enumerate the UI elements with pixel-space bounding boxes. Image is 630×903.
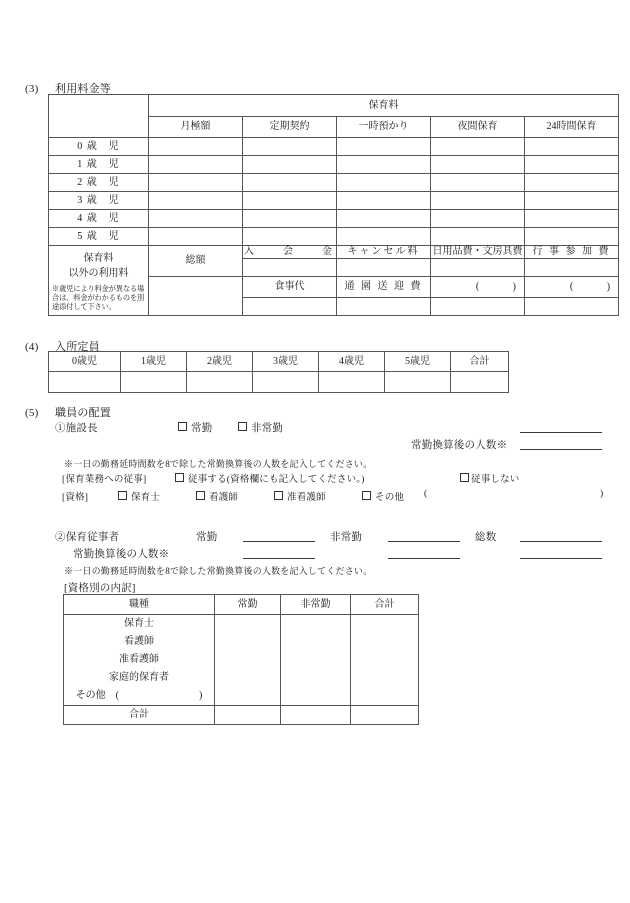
checkbox-icon[interactable] (238, 422, 247, 431)
fee-input-4-temporary[interactable] (337, 210, 431, 228)
director-qual-option-1: 看護師 (209, 493, 239, 503)
director-qual-label: [資格] (62, 493, 89, 503)
breakdown-footer-row (64, 706, 419, 725)
other-fee-input-cancel[interactable] (337, 258, 431, 276)
fee-table (48, 94, 619, 316)
age-row-label-2: 2 歳 児 (49, 174, 149, 192)
fee-table-header-row-1 (49, 95, 619, 117)
director-qual-hoikushi-checkbox[interactable] (118, 489, 160, 503)
fee-input-4-monthly[interactable] (149, 210, 243, 228)
director-parttime-checkbox[interactable] (238, 420, 283, 435)
director-fulltime-label: 常勤 (191, 423, 213, 434)
staff-parttime-input[interactable] (388, 541, 460, 542)
checkbox-icon[interactable] (460, 473, 469, 482)
fee-col-monthly: 月極額 (149, 117, 243, 138)
fee-input-3-regular[interactable] (243, 192, 337, 210)
checkbox-icon[interactable] (196, 491, 205, 500)
breakdown-footer-parttime[interactable] (281, 706, 351, 725)
paren-open-2: ( (569, 280, 574, 292)
fee-input-1-24h[interactable] (525, 156, 619, 174)
other-fee-col-meals: 食事代 (243, 276, 337, 297)
fee-col-night-care: 夜間保育 (431, 117, 525, 138)
fee-input-0-monthly[interactable] (149, 138, 243, 156)
other-fee-input-entrance[interactable] (243, 258, 337, 276)
staff-fte-parttime-input[interactable] (388, 558, 460, 559)
table-row (64, 615, 419, 634)
fee-input-1-night[interactable] (431, 156, 525, 174)
capacity-header-row (49, 352, 509, 372)
breakdown-footer-fulltime[interactable] (215, 706, 281, 725)
section-3-number: (3) (25, 83, 39, 95)
staff-label: ②保育従事者 (55, 532, 120, 543)
fee-input-0-temporary[interactable] (337, 138, 431, 156)
other-fee-input-meals[interactable] (243, 297, 337, 315)
checkbox-icon[interactable] (274, 491, 283, 500)
other-fee-input-blank-1[interactable] (431, 297, 525, 315)
capacity-col-age0: 0歳児 (49, 352, 121, 372)
other-fee-input-supplies[interactable] (431, 258, 525, 276)
capacity-value-row (49, 372, 509, 393)
other-fee-col-blank-1[interactable] (431, 276, 525, 297)
paren-open-1: ( (475, 280, 480, 292)
capacity-input-age5[interactable] (385, 372, 451, 393)
staff-breakdown-label: [資格別の内訳] (64, 583, 136, 594)
table-row (49, 210, 619, 228)
checkbox-icon[interactable] (175, 473, 184, 482)
other-fee-col-supplies: 日用品費・文房具費 (432, 246, 523, 257)
other-fee-col-transport: 通 園 送 迎 費 (337, 276, 431, 297)
capacity-col-age2: 2歳児 (187, 352, 253, 372)
fee-input-4-24h[interactable] (525, 210, 619, 228)
fee-input-5-24h[interactable] (525, 228, 619, 246)
other-fee-input-transport[interactable] (337, 297, 431, 315)
other-fee-total-input[interactable] (149, 276, 243, 315)
fee-input-0-regular[interactable] (243, 138, 337, 156)
breakdown-header-row (64, 595, 419, 615)
staff-fte-total-input[interactable] (520, 558, 602, 559)
checkbox-icon[interactable] (178, 422, 187, 431)
fee-table-corner-cell (49, 95, 149, 138)
capacity-input-age0[interactable] (49, 372, 121, 393)
fee-input-3-temporary[interactable] (337, 192, 431, 210)
director-qual-option-2: 准看護師 (287, 493, 326, 503)
table-row (49, 156, 619, 174)
director-fte-label: 常勤換算後の人数※ (411, 440, 508, 451)
breakdown-footer-label: 合計 (64, 706, 215, 725)
fee-input-0-24h[interactable] (525, 138, 619, 156)
fee-input-2-24h[interactable] (525, 174, 619, 192)
other-fee-input-blank-2[interactable] (525, 297, 619, 315)
director-duty-yes-label: 従事する(資格欄にも記入してください。) (188, 475, 365, 485)
fee-table-top-header: 保育料 (149, 95, 619, 117)
breakdown-col-jobtype: 職種 (64, 595, 215, 615)
section-5-title: 職員の配置 (55, 407, 111, 419)
fee-input-5-monthly[interactable] (149, 228, 243, 246)
capacity-col-age4: 4歳児 (319, 352, 385, 372)
staff-total-label: 総数 (475, 532, 497, 543)
breakdown-row-name-4[interactable]: その他 ( ) (64, 687, 215, 706)
director-qual-junkangoshi-checkbox[interactable] (274, 489, 326, 503)
breakdown-row-name-1: 看護師 (64, 633, 215, 651)
capacity-input-age3[interactable] (253, 372, 319, 393)
director-count-input[interactable] (520, 432, 602, 433)
fee-input-5-night[interactable] (431, 228, 525, 246)
section-5-number: (5) (25, 407, 39, 419)
other-fee-total-label: 総額 (149, 246, 243, 277)
fee-input-1-temporary[interactable] (337, 156, 431, 174)
other-fee-col-entrance: 入 会 金 (244, 246, 335, 257)
section-4-title: 入所定員 (55, 341, 100, 353)
paren-close-1: ) (512, 280, 516, 292)
breakdown-input-parttime[interactable] (281, 615, 351, 706)
director-fulltime-checkbox[interactable] (178, 420, 212, 435)
table-row (49, 138, 619, 156)
fee-col-regular-contract: 定期契約 (243, 117, 337, 138)
fee-input-0-night[interactable] (431, 138, 525, 156)
other-fee-col-cancel: キャンセル料 (337, 246, 431, 259)
table-row (49, 228, 619, 246)
staff-fte-label: 常勤換算後の人数※ (73, 549, 170, 560)
fee-col-24h-care: 24時間保育 (525, 117, 619, 138)
table-row (49, 174, 619, 192)
breakdown-row-name-3: 家庭的保育者 (64, 669, 215, 687)
other-fee-label-line2: 以外の利用料 (68, 267, 129, 279)
fee-input-2-night[interactable] (431, 174, 525, 192)
fee-input-4-regular[interactable] (243, 210, 337, 228)
age-row-label-1: 1 歳 児 (49, 156, 149, 174)
checkbox-icon[interactable] (118, 491, 127, 500)
director-duty-no-checkbox[interactable] (460, 471, 520, 485)
fee-input-2-regular[interactable] (243, 174, 337, 192)
table-row (49, 192, 619, 210)
age-row-label-0: 0 歳 児 (49, 138, 149, 156)
other-fee-col-events: 行 事 参 加 費 (525, 246, 619, 259)
capacity-col-age5: 5歳児 (385, 352, 451, 372)
director-qual-other-checkbox[interactable] (362, 489, 404, 503)
staff-fulltime-input[interactable] (243, 541, 315, 542)
breakdown-col-total: 合計 (351, 595, 419, 615)
other-fee-note: ※歳児により料金が異なる場合は、料金がわかるものを別途添付して下さい。 (52, 285, 145, 312)
director-label: ①施設長 (55, 423, 98, 434)
fee-input-3-night[interactable] (431, 192, 525, 210)
paren-close-2: ) (606, 280, 611, 292)
director-qual-option-0: 保育士 (131, 493, 161, 503)
fee-input-3-24h[interactable] (525, 192, 619, 210)
director-qual-other-paren-open: ( (424, 489, 428, 499)
fee-input-5-regular[interactable] (243, 228, 337, 246)
other-fee-label-cell (49, 246, 149, 316)
fee-input-2-monthly[interactable] (149, 174, 243, 192)
breakdown-row-name-0: 保育士 (64, 615, 215, 634)
section-5-heading (25, 404, 111, 420)
fee-input-1-regular[interactable] (243, 156, 337, 174)
other-fee-col-blank-2[interactable] (525, 276, 619, 297)
staff-parttime-label: 非常勤 (330, 532, 363, 543)
director-note: ※一日の勤務延時間数を8で除した常勤換算後の人数を記入してください。 (64, 459, 373, 469)
capacity-col-total: 合計 (451, 352, 509, 372)
director-fte-input[interactable] (520, 449, 602, 450)
capacity-col-age3: 3歳児 (253, 352, 319, 372)
staff-fte-fulltime-input[interactable] (243, 558, 315, 559)
staff-note: ※一日の勤務延時間数を8で除した常勤換算後の人数を記入してください。 (64, 566, 373, 576)
age-row-label-4: 4 歳 児 (49, 210, 149, 228)
fee-input-3-monthly[interactable] (149, 192, 243, 210)
staff-fulltime-label: 常勤 (196, 532, 218, 543)
director-parttime-label: 非常勤 (251, 423, 284, 434)
breakdown-col-parttime: 非常勤 (281, 595, 351, 615)
qualification-breakdown-table (63, 594, 419, 725)
section-4-number: (4) (25, 341, 39, 353)
fee-input-5-temporary[interactable] (337, 228, 431, 246)
other-fee-header-row (49, 246, 619, 259)
age-row-label-3: 3 歳 児 (49, 192, 149, 210)
breakdown-col-fulltime: 常勤 (215, 595, 281, 615)
director-qual-other-paren-close: ) (600, 489, 604, 499)
checkbox-icon[interactable] (362, 491, 371, 500)
director-duty-no-label: 従事しない (471, 475, 520, 485)
director-duty-label: [保育業務への従事] (62, 475, 147, 485)
capacity-table (48, 351, 509, 393)
breakdown-footer-total[interactable] (351, 706, 419, 725)
age-row-label-5: 5 歳 児 (49, 228, 149, 246)
capacity-input-age1[interactable] (121, 372, 187, 393)
fee-input-1-monthly[interactable] (149, 156, 243, 174)
breakdown-input-total[interactable] (351, 615, 419, 706)
director-qual-other-label: その他 (375, 493, 405, 503)
capacity-input-total[interactable] (451, 372, 509, 393)
capacity-input-age4[interactable] (319, 372, 385, 393)
breakdown-input-fulltime[interactable] (215, 615, 281, 706)
capacity-col-age1: 1歳児 (121, 352, 187, 372)
director-qual-kangoshi-checkbox[interactable] (196, 489, 238, 503)
fee-col-temporary-care: 一時預かり (337, 117, 431, 138)
staff-total-input[interactable] (520, 541, 602, 542)
breakdown-row-name-2: 准看護師 (64, 651, 215, 669)
fee-input-2-temporary[interactable] (337, 174, 431, 192)
fee-input-4-night[interactable] (431, 210, 525, 228)
director-duty-yes-checkbox[interactable] (175, 471, 365, 485)
capacity-input-age2[interactable] (187, 372, 253, 393)
other-fee-label-line1: 保育料 (83, 253, 114, 264)
section-3-title: 利用料金等 (55, 83, 111, 95)
other-fee-input-events[interactable] (525, 258, 619, 276)
